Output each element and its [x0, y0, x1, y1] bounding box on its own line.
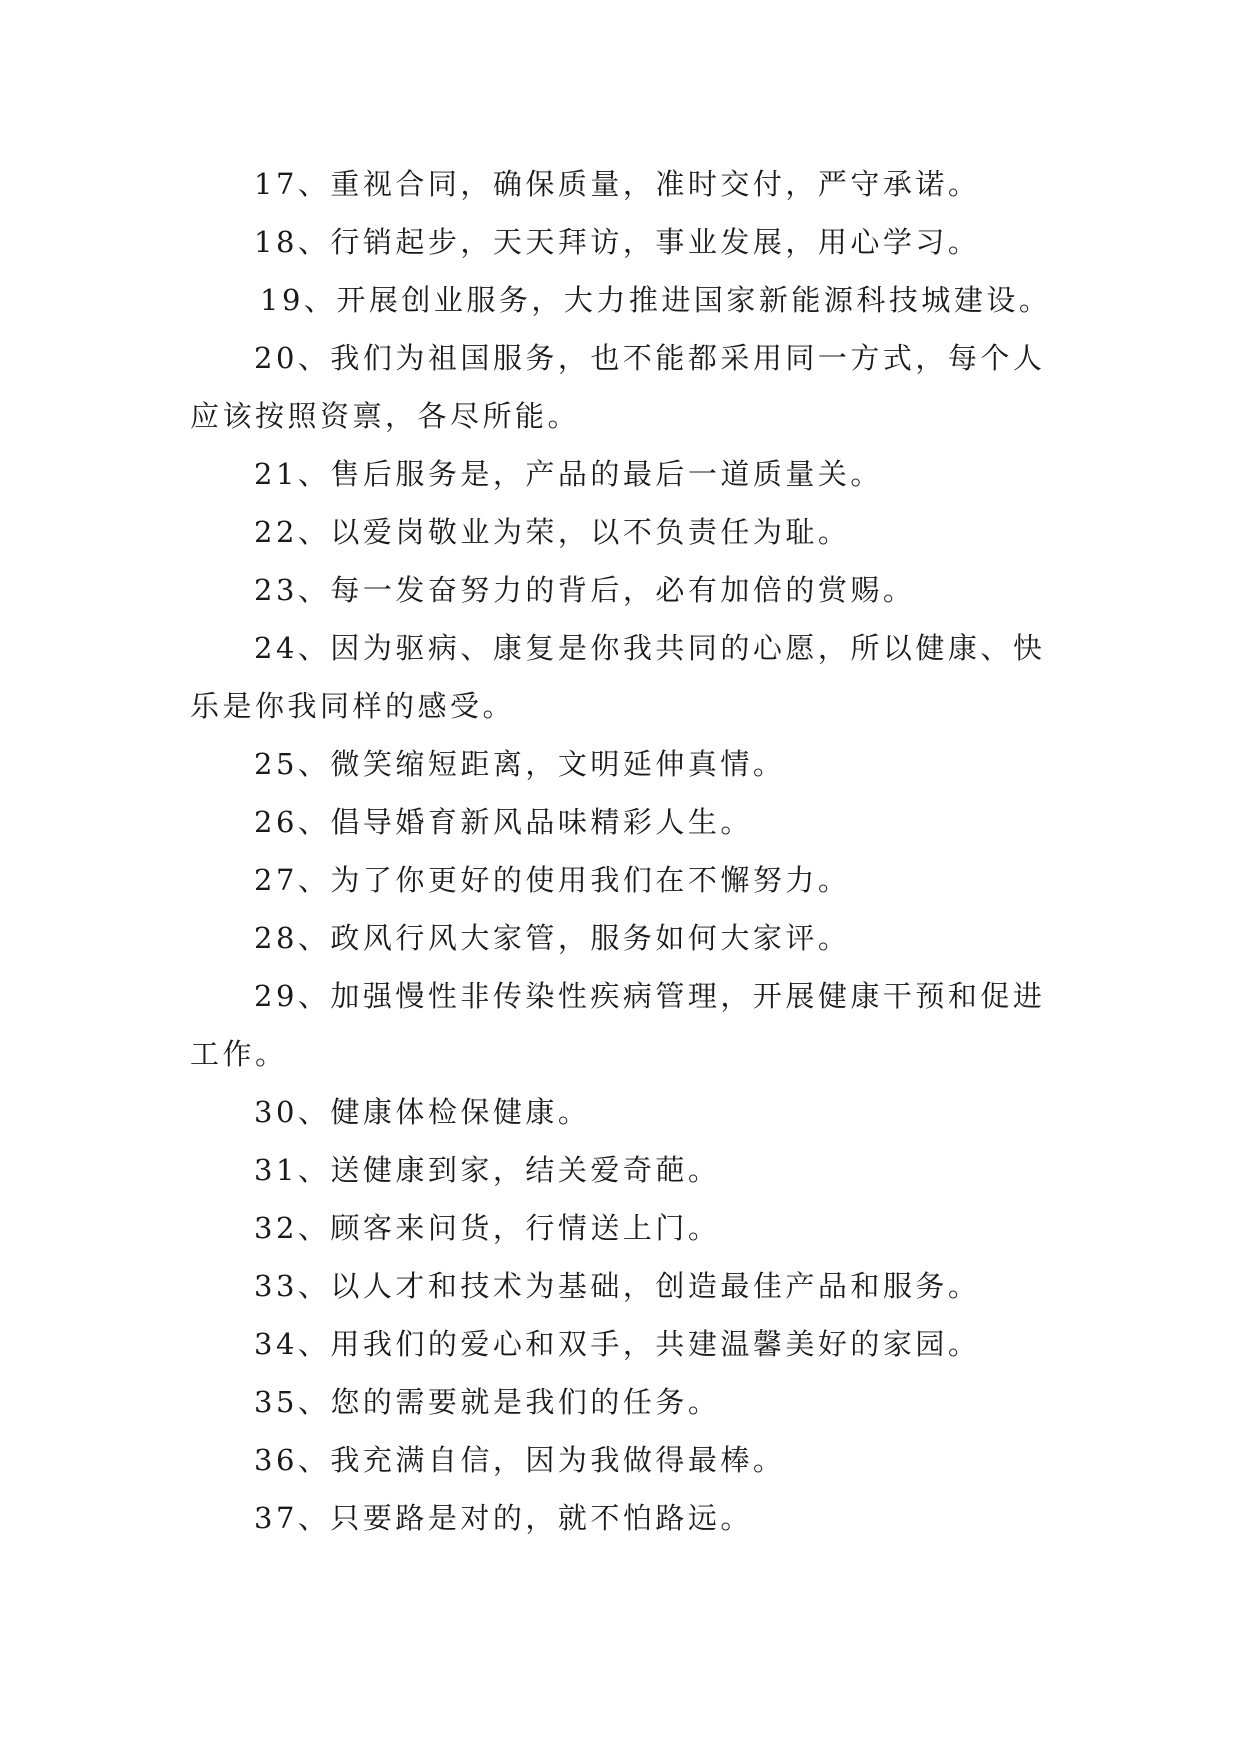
list-item: 25、微笑缩短距离，文明延伸真情。	[254, 747, 786, 781]
list-item: 22、以爱岗敬业为荣，以不负责任为耻。	[254, 515, 851, 549]
list-item: 37、只要路是对的，就不怕路远。	[254, 1501, 753, 1535]
list-item: 36、我充满自信，因为我做得最棒。	[254, 1443, 786, 1477]
list-item: 17、重视合同，确保质量，准时交付，严守承诺。	[254, 167, 981, 201]
list-item: 24、因为驱病、康复是你我共同的心愿，所以健康、快乐是你我同样的感受。	[190, 631, 1046, 723]
list-item: 21、售后服务是，产品的最后一道质量关。	[254, 457, 883, 491]
list-item: 18、行销起步，天天拜访，事业发展，用心学习。	[254, 225, 981, 259]
list-item: 28、政风行风大家管，服务如何大家评。	[254, 921, 851, 955]
list-item: 23、每一发奋努力的背后，必有加倍的赏赐。	[254, 573, 916, 607]
list-item: 27、为了你更好的使用我们在不懈努力。	[254, 863, 851, 897]
list-item: 29、加强慢性非传染性疾病管理，开展健康干预和促进工作。	[190, 979, 1046, 1071]
list-item: 31、送健康到家，结关爱奇葩。	[254, 1153, 721, 1187]
list-item: 35、您的需要就是我们的任务。	[254, 1385, 721, 1419]
list-item: 20、我们为祖国服务，也不能都采用同一方式，每个人应该按照资禀，各尽所能。	[190, 341, 1046, 433]
list-item: 19、开展创业服务，大力推进国家新能源科技城建设。	[260, 283, 1052, 317]
list-item: 34、用我们的爱心和双手，共建温馨美好的家园。	[254, 1327, 981, 1361]
list-item: 33、以人才和技术为基础，创造最佳产品和服务。	[254, 1269, 981, 1303]
document-body	[190, 155, 1062, 1547]
list-item: 26、倡导婚育新风品味精彩人生。	[254, 805, 753, 839]
list-item: 32、顾客来问货，行情送上门。	[254, 1211, 721, 1245]
list-item: 30、健康体检保健康。	[254, 1095, 591, 1129]
